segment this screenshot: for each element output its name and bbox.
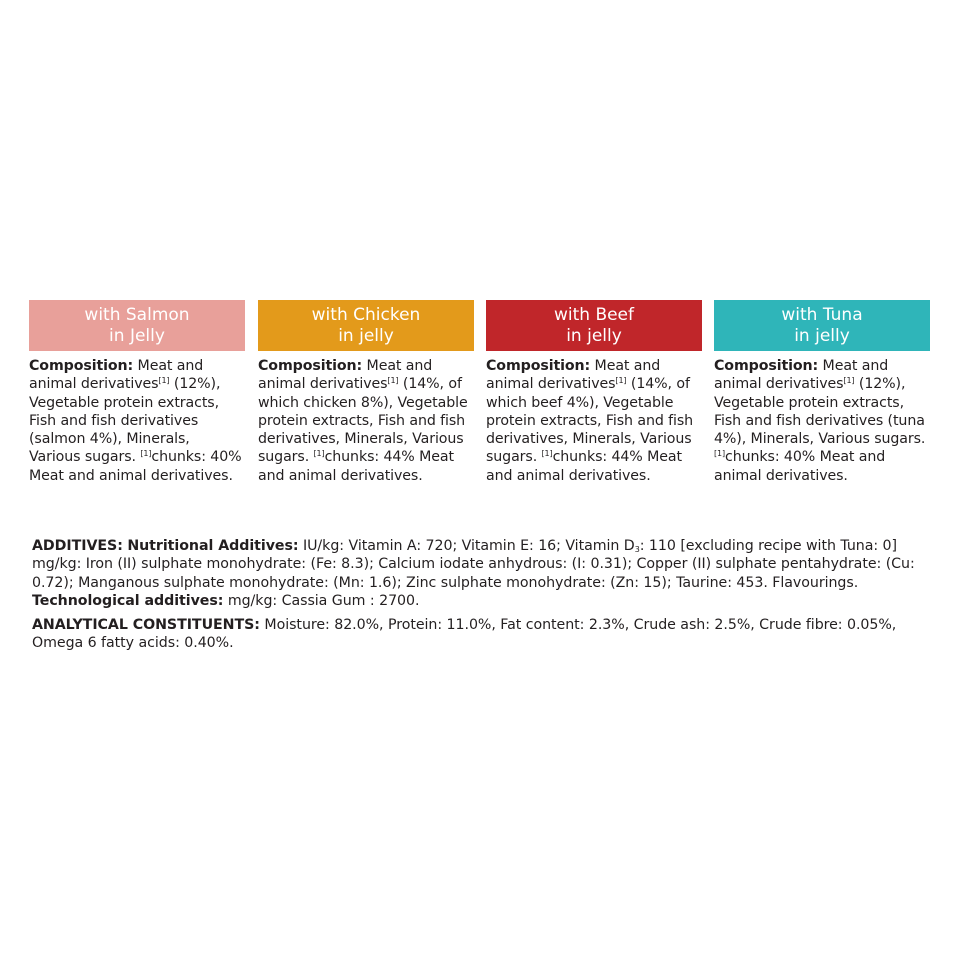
additives-text-a: IU/kg: Vitamin A: 720; Vitamin E: 16; Vitamin D (298, 538, 635, 554)
variant-tuna (714, 300, 930, 485)
composition-text (486, 357, 702, 485)
footnote-ref: [1] (843, 376, 855, 386)
composition-pre: Meat and animal derivatives (258, 358, 433, 393)
variant-header (486, 300, 702, 351)
composition-main: (12%), Vegetable protein extracts, Fish and fish derivatives (salmon 4%), Minerals, Various sugars. (29, 376, 221, 466)
additives-paragraph (32, 537, 932, 610)
variant-title-line2: in Jelly (109, 326, 165, 346)
technological-additives-label: Technological additives: (32, 592, 224, 609)
vitamin-d-subscript: 3 (634, 545, 640, 554)
chunks-text: chunks: 44% Meat and animal derivatives. (258, 449, 454, 484)
analytical-text: Moisture: 82.0%, Protein: 11.0%, Fat content: 2.3%, Crude ash: 2.5%, Crude fibre: 0.05%, Omega 6 fatty acids: 0.40%. (32, 617, 897, 652)
composition-main: (14%, of which chicken 8%), Vegetable protein extracts, Fish and fish derivatives, Minerals, Various sugars. (258, 376, 468, 466)
variant-chicken (258, 300, 474, 485)
ingredients-panel (29, 300, 931, 652)
variant-beef (486, 300, 702, 485)
composition-label: Composition: (258, 358, 363, 374)
additives-text-b: : 110 [excluding recipe with Tuna: 0] mg/kg: Iron (II) sulphate monohydrate: (Fe: 8.3); Calcium iodate anhydrous: (I: 0.31); Copper (II) sulphate pentahydrate: (Cu: 0.72); Manganous sulphate monohydrate: (Mn: 1.6); Zinc sulphate monohydrate: (Zn: 15); Taurine: 453. Flavourings. (32, 538, 915, 591)
variant-salmon (29, 300, 245, 485)
footnote-ref: [1] (158, 376, 170, 386)
footnote-ref: [1] (714, 449, 726, 459)
analytical-label: ANALYTICAL CONSTITUENTS: (32, 617, 260, 634)
chunks-text: chunks: 40% Meat and animal derivatives. (29, 449, 242, 484)
composition-pre: Meat and animal derivatives (714, 358, 889, 393)
footnote-ref: [1] (541, 449, 553, 459)
composition-pre: Meat and animal derivatives (486, 358, 661, 393)
technological-additives-text: mg/kg: Cassia Gum : 2700. (223, 592, 420, 609)
composition-main: (14%, of which beef 4%), Vegetable protein extracts, Fish and fish derivatives, Minerals, Various sugars. (486, 376, 694, 466)
variant-title-line1: with Salmon (84, 305, 190, 325)
composition-text (714, 357, 930, 485)
nutritional-additives-label: Nutritional Additives: (127, 538, 299, 554)
chunks-text: chunks: 44% Meat and animal derivatives. (486, 449, 682, 484)
analytical-paragraph (32, 616, 932, 653)
composition-label: Composition: (714, 358, 819, 374)
footnote-ref: [1] (313, 449, 325, 459)
composition-text (29, 357, 245, 485)
variant-title-line1: with Beef (553, 305, 635, 325)
composition-main: (12%), Vegetable protein extracts, Fish and fish derivatives (tuna 4%), Minerals, Various sugars. (714, 376, 926, 448)
composition-text (258, 357, 474, 485)
variant-title-line1: with Chicken (311, 305, 421, 325)
variant-title-line2: in jelly (566, 326, 622, 346)
additives-section (32, 537, 932, 659)
variant-header (29, 300, 245, 351)
additives-label: ADDITIVES: (32, 538, 123, 554)
variant-title-line2: in jelly (338, 326, 394, 346)
variant-title-line2: in jelly (794, 326, 850, 346)
composition-label: Composition: (29, 358, 134, 374)
composition-pre: Meat and animal derivatives (29, 358, 204, 393)
chunks-text: chunks: 40% Meat and animal derivatives. (714, 449, 886, 484)
variant-header (714, 300, 930, 351)
footnote-ref: [1] (387, 376, 399, 386)
footnote-ref: [1] (140, 449, 152, 459)
footnote-ref: [1] (615, 376, 627, 386)
variant-header (258, 300, 474, 351)
composition-label: Composition: (486, 358, 591, 374)
variant-title-line1: with Tuna (781, 305, 863, 325)
variant-columns (29, 300, 931, 530)
